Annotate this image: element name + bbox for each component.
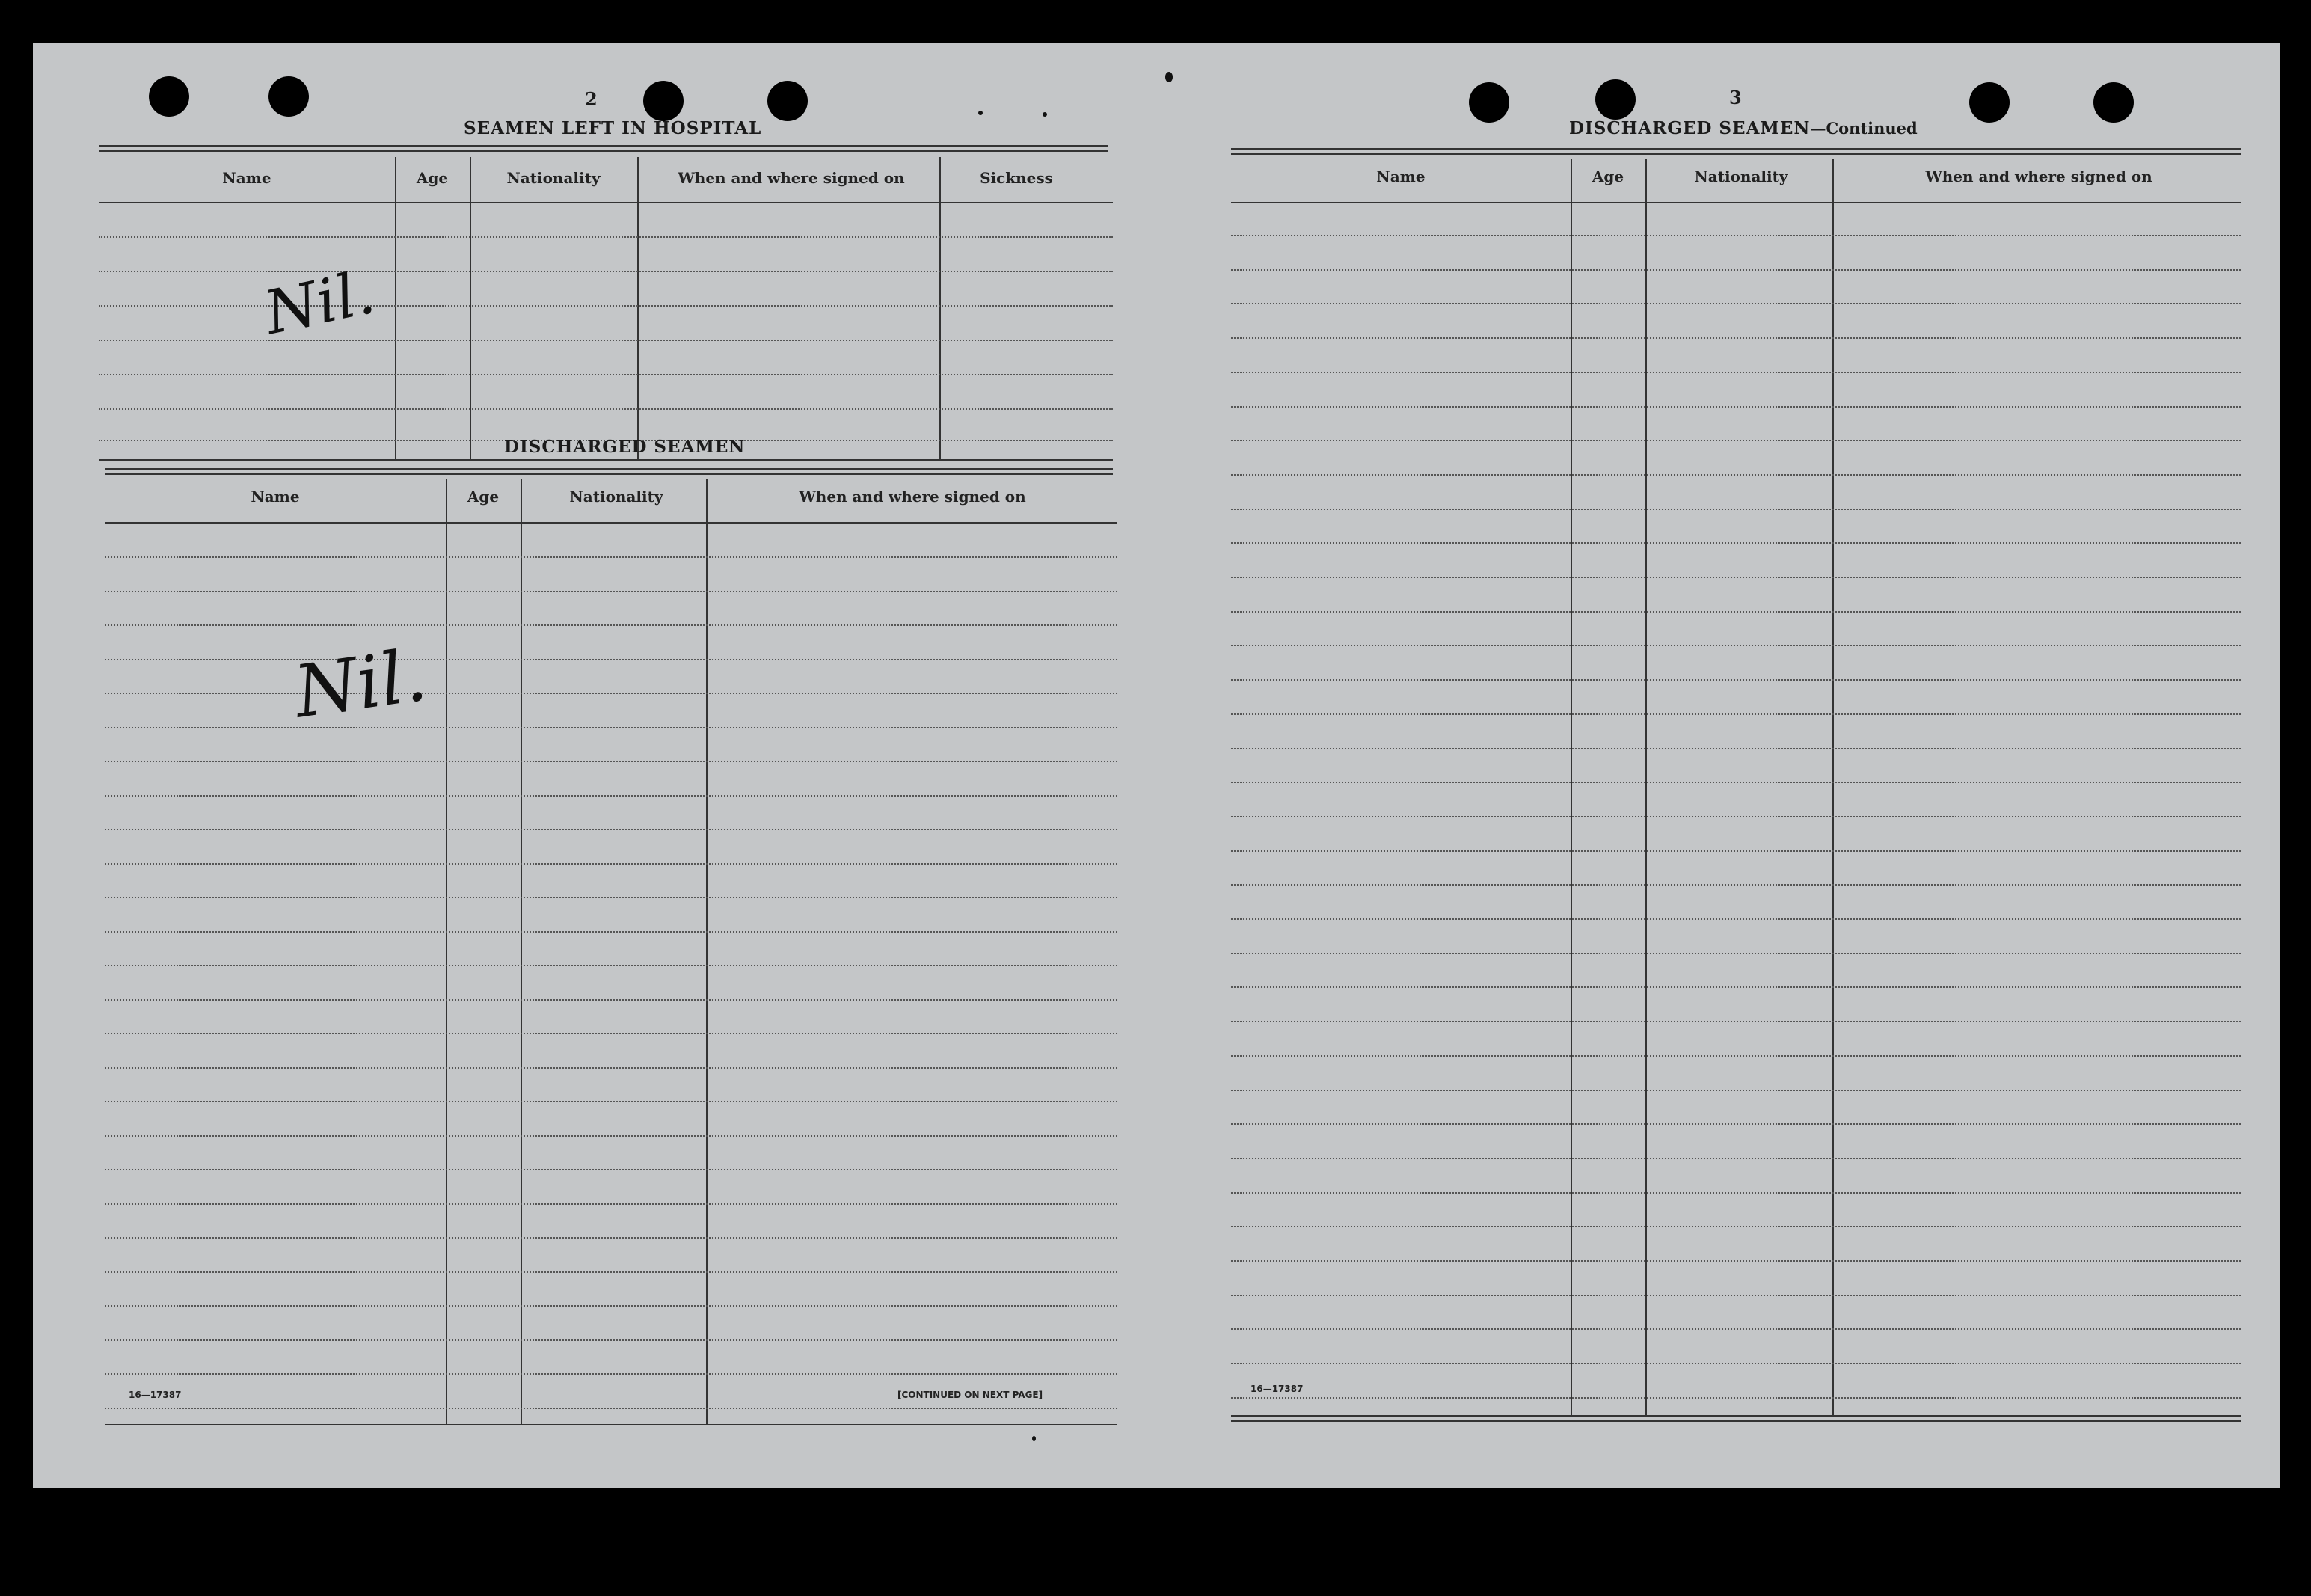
ruled-line: [1231, 440, 2241, 441]
ruled-line: [1231, 1090, 2241, 1091]
ruled-line: [1231, 1363, 2241, 1364]
ruled-line: [1231, 1295, 2241, 1296]
punch-hole: [1595, 79, 1636, 120]
ruled-line: [1231, 679, 2241, 681]
column-header-age: Age: [416, 169, 449, 187]
ruled-line: [1231, 542, 2241, 544]
ruled-line: [105, 965, 1117, 966]
punch-hole: [268, 76, 309, 117]
ruled-line: [1231, 1021, 2241, 1022]
ruled-line: [105, 1237, 1117, 1239]
ruled-line: [1231, 269, 2241, 271]
ruled-line: [1231, 748, 2241, 749]
form-number: 16—17387: [1250, 1384, 1304, 1394]
ruled-line: [105, 659, 1117, 660]
ruled-line: [1231, 986, 2241, 988]
ruled-line: [105, 1271, 1117, 1273]
ruled-line: [105, 1373, 1117, 1375]
ruled-line: [1231, 1328, 2241, 1330]
ruled-line: [1231, 577, 2241, 578]
ruled-line: [105, 591, 1117, 592]
ruled-line: [105, 1067, 1117, 1069]
ruled-line: [1231, 850, 2241, 852]
punch-hole: [1969, 82, 2010, 123]
form-sheet: [33, 43, 2280, 1488]
ruled-line: [1231, 303, 2241, 304]
ruled-line: [105, 999, 1117, 1001]
form-number: 16—17387: [129, 1390, 182, 1400]
punch-hole: [643, 81, 684, 121]
ruled-line: [1231, 645, 2241, 646]
ink-speck: [1043, 112, 1047, 117]
column-header-sickness: Sickness: [980, 169, 1053, 187]
column-header-name: Name: [1376, 168, 1425, 185]
ruled-line: [105, 1033, 1117, 1034]
column-header-signed-on: When and where signed on: [799, 488, 1026, 506]
page-number: 3: [1729, 87, 1742, 108]
ruled-line: [105, 795, 1117, 797]
ruled-line: [1231, 474, 2241, 476]
ruled-line: [105, 863, 1117, 865]
column-header-name: Name: [222, 169, 271, 187]
ruled-line: [105, 1101, 1117, 1102]
ruled-line: [1231, 1123, 2241, 1125]
ruled-line: [1231, 509, 2241, 510]
handwritten-nil: Nil.: [289, 633, 432, 734]
column-header-signed-on: When and where signed on: [1925, 168, 2152, 185]
ruled-line: [105, 727, 1117, 728]
column-header-age: Age: [1592, 168, 1624, 185]
ruled-line: [1231, 816, 2241, 817]
column-header-nationality: Nationality: [1694, 168, 1788, 185]
column-header-signed-on: When and where signed on: [678, 169, 905, 187]
ruled-line: [1231, 372, 2241, 373]
column-header-nationality: Nationality: [506, 169, 601, 187]
punch-hole: [2093, 82, 2134, 123]
ruled-line: [105, 897, 1117, 898]
ruled-line: [105, 829, 1117, 830]
page-number: 2: [585, 88, 598, 110]
ruled-line: [1231, 884, 2241, 886]
ruled-line: [1231, 1260, 2241, 1262]
punch-hole: [149, 76, 189, 117]
ruled-line: [105, 761, 1117, 762]
punch-hole: [1469, 82, 1509, 123]
ruled-line: [105, 556, 1117, 558]
discharged-continued-title: [1569, 118, 1918, 138]
ruled-line: [105, 931, 1117, 933]
column-header-nationality: Nationality: [569, 488, 663, 506]
ruled-line: [1231, 611, 2241, 613]
column-header-name: Name: [251, 488, 300, 506]
hospital-section-title: SEAMEN LEFT IN HOSPITAL: [464, 118, 762, 138]
ruled-line: [105, 693, 1117, 694]
ruled-line: [105, 1169, 1117, 1170]
punch-hole: [767, 81, 808, 121]
ruled-line: [1231, 337, 2241, 339]
ink-speck: [978, 111, 983, 115]
ruled-line: [1231, 782, 2241, 783]
ruled-line: [1231, 406, 2241, 408]
ruled-line: [1231, 1397, 2241, 1399]
title-text: DISCHARGED SEAMEN: [1569, 118, 1811, 138]
column-header-age: Age: [467, 488, 500, 506]
ink-speck: [1032, 1436, 1036, 1441]
ruled-line: [105, 1305, 1117, 1307]
ink-speck: [1165, 72, 1173, 82]
ruled-line: [1231, 953, 2241, 954]
ruled-line: [1231, 1158, 2241, 1159]
ruled-line: [105, 1135, 1117, 1137]
ruled-line: [1231, 235, 2241, 236]
ruled-line: [1231, 713, 2241, 715]
handwritten-nil: Nil.: [258, 257, 381, 349]
ruled-line: [1231, 1055, 2241, 1057]
ruled-line: [1231, 1192, 2241, 1194]
continued-note: [CONTINUED ON NEXT PAGE]: [897, 1390, 1043, 1400]
title-suffix: —Continued: [1810, 119, 1918, 138]
ruled-line: [105, 624, 1117, 626]
ruled-line: [105, 1339, 1117, 1341]
ruled-line: [105, 1408, 1117, 1409]
ruled-line: [1231, 1226, 2241, 1227]
ruled-line: [1231, 918, 2241, 920]
discharged-section-title: DISCHARGED SEAMEN: [504, 437, 746, 457]
ruled-line: [105, 1203, 1117, 1205]
